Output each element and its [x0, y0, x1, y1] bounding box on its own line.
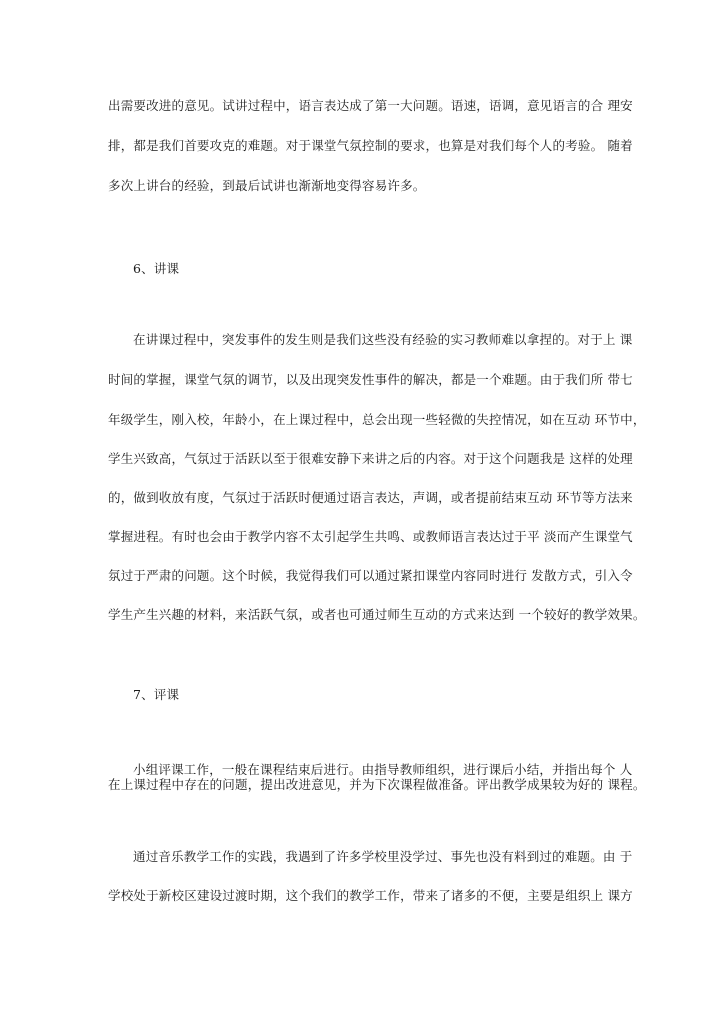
lecture-line-3: 年级学生，刚入校，年龄小，在上课过程中，总会出现一些轻微的失控情况，如在互动 环节中，	[108, 412, 646, 427]
intro-line-2: 排，都是我们首要攻克的难题。对于课堂气氛控制的要求，也算是对我们每个人的考验。 随着	[108, 138, 633, 153]
lecture-line-8: 学生产生兴趣的材料，来活跃气氛，或者也可通过师生互动的方式来达到 一个较好的教学效果。	[108, 607, 646, 622]
section-heading-7: 7、评课	[133, 687, 180, 702]
intro-line-1: 出需要改进的意见。试讲过程中，语言表达成了第一大问题。语速，语调，意见语言的合 理安	[108, 98, 633, 113]
lecture-line-7: 氛过于严肃的问题。这个时候，我觉得我们可以通过紧扣课堂内容同时进行 发散方式，引入令	[108, 568, 633, 583]
intro-line-3: 多次上讲台的经验，到最后试讲也渐渐地变得容易许多。	[108, 178, 426, 193]
music-line-2: 学校处于新校区建设过渡时期，这个我们的教学工作，带来了诸多的不便，主要是组织上 课方	[108, 888, 633, 903]
lecture-line-4: 学生兴致高，气氛过于活跃以至于很难安静下来讲之后的内容。对于这个问题我是 这样的处理	[108, 451, 633, 466]
lecture-line-5: 的，做到收放有度，气氛过于活跃时便通过语言表达，声调，或者提前结束互动 环节等方法来	[108, 490, 633, 505]
section-heading-6: 6、讲课	[133, 261, 180, 276]
review-line-1: 小组评课工作，一般在课程结束后进行。由指导教师组织，进行课后小结，并指出每个 人	[133, 762, 633, 777]
lecture-line-2: 时间的掌握，课堂气氛的调节，以及出现突发性事件的解决，都是一个难题。由于我们所 带七	[108, 372, 633, 387]
lecture-line-6: 掌握进程。有时也会由于教学内容不太引起学生共鸣、或教师语言表达过于平 淡而产生课堂气	[108, 529, 633, 544]
lecture-line-1: 在讲课过程中，突发事件的发生则是我们这些没有经验的实习教师难以拿捏的。对于上 课	[133, 332, 633, 347]
review-line-2: 在上课过程中存在的问题，提出改进意见，并为下次课程做准备。评出教学成果较为好的 课程。	[108, 777, 646, 792]
music-line-1: 通过音乐教学工作的实践，我遇到了许多学校里没学过、事先也没有料到过的难题。由 于	[133, 849, 633, 864]
